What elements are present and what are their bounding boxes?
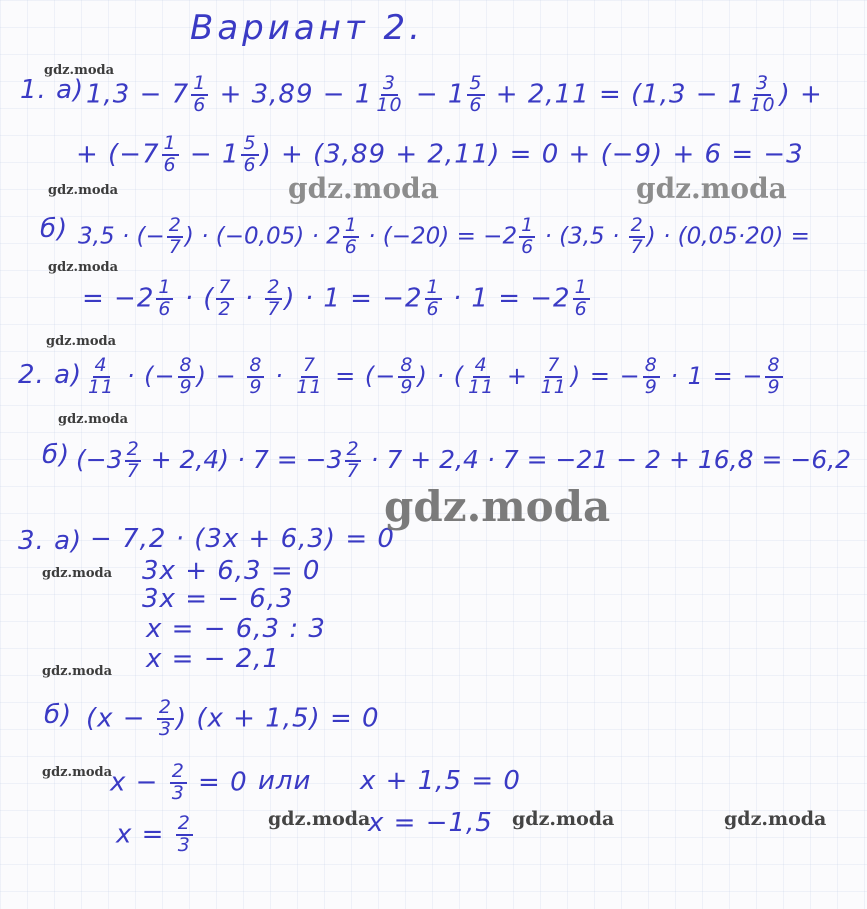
task3-b-step2-left: x = $\frac{2}{3}$: [116, 812, 191, 856]
watermark: gdz.moda: [46, 334, 117, 349]
task2-b-label: б): [42, 440, 71, 470]
task3-b-step1-right: x + 1,5 = 0: [360, 766, 521, 796]
watermark: gdz.moda: [44, 63, 115, 78]
task2-b-line: (−3 $\frac{2}{7}$ + 2,4) · 7 = −3 $\frac{2}{7}$ · 7 + 2,4 · 7 = −21 − 2 + 16,8 = −6,2: [76, 438, 852, 482]
watermark: gdz.moda: [42, 664, 113, 679]
task3-a-step-4: x = − 2,1: [146, 644, 281, 674]
task3-a-step-1: 3x + 6,3 = 0: [142, 556, 321, 586]
watermark: gdz.moda: [268, 808, 371, 830]
task3-b-label: б): [44, 700, 73, 730]
task3-b-or: или: [258, 766, 312, 796]
task3-a-label: 3. а): [18, 526, 83, 556]
task2-a-label: 2. а): [18, 360, 83, 390]
task1-b-line2: = −2 $\frac{1}{6}$ · ( $\frac{7}{2}$ · $\frac{2}{7}$ ) · 1 = −2 $\frac{1}{6}$ · 1 = −2 $\frac{1}{6}$: [82, 276, 588, 320]
task3-a-step-2: 3x = − 6,3: [142, 584, 294, 614]
task1-a-line2: + (−7 $\frac{1}{6}$ − 1 $\frac{5}{6}$ ) + (3,89 + 2,11) = 0 + (−9) + 6 = −3: [76, 132, 804, 176]
watermark: gdz.moda: [288, 172, 439, 205]
watermark: gdz.moda: [512, 808, 615, 830]
watermark: gdz.moda: [384, 482, 611, 531]
watermark: gdz.moda: [48, 260, 119, 275]
task1-b-label: б): [40, 214, 69, 244]
task3-a-step-3: x = − 6,3 : 3: [146, 614, 326, 644]
task3-b-step1: x − $\frac{2}{3}$ = 0: [110, 760, 248, 804]
task1-a-label: 1. а): [20, 75, 85, 105]
task3-b-line: (x − $\frac{2}{3}$ ) (x + 1,5) = 0: [86, 696, 380, 740]
task1-a-line1: 1,3 − 7 $\frac{1}{6}$ + 3,89 − 1 $\frac{3}{10}$ − 1 $\frac{5}{6}$ + 2,11 = (1,3 − 1 $\frac{3}{10}$ ) +: [86, 72, 823, 116]
watermark: gdz.moda: [42, 765, 113, 780]
task3-a-line: − 7,2 · (3x + 6,3) = 0: [90, 524, 395, 554]
task1-b-line1: 3,5 · (− $\frac{2}{7}$ ) · (−0,05) · 2 $\frac{1}{6}$ · (−20) = −2 $\frac{1}{6}$ · (3,5 · $\frac{2}{7}$ ) · (0,05·20) =: [78, 214, 810, 258]
watermark: gdz.moda: [58, 412, 129, 427]
watermark: gdz.moda: [48, 183, 119, 198]
task3-b-step2-right: x = −1,5: [368, 808, 493, 838]
watermark: gdz.moda: [636, 172, 787, 205]
page-title: Вариант 2.: [190, 8, 424, 48]
watermark: gdz.moda: [42, 566, 113, 581]
task2-a-line: $\frac{4}{11}$ · (− $\frac{8}{9}$ ) − $\frac{8}{9}$ · $\frac{7}{11}$ = (− $\frac{8}{9}$ ) · ( $\frac{4}{11}$ + $\frac{7}{11}$ ) = − $\frac{8}{9}$ · 1 = − $\frac{8}{9}$: [88, 354, 781, 398]
watermark: gdz.moda: [724, 808, 827, 830]
